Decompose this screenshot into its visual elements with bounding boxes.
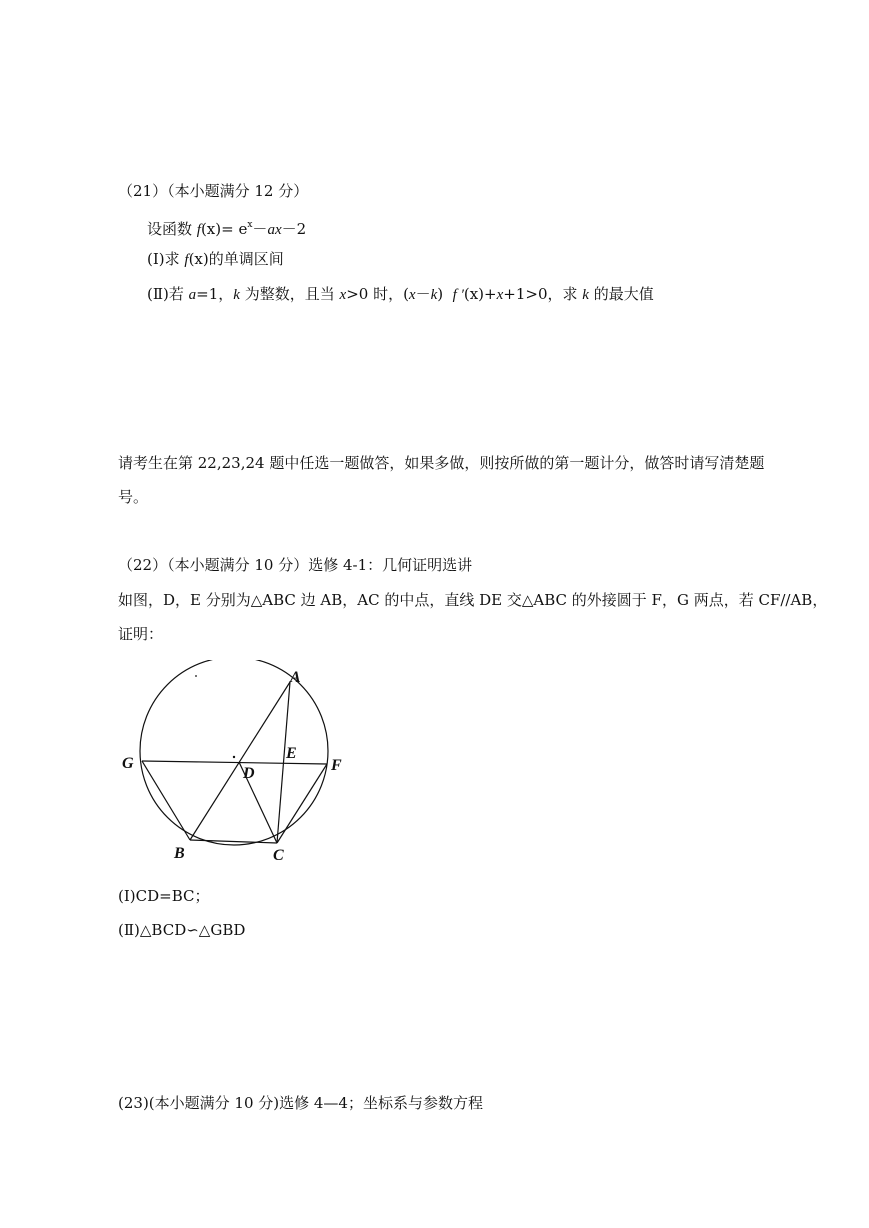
q21-function-definition: 设函数 $f(x)= e^x-ax-2$ [147,220,307,238]
q22-header: （22）（本小题满分 10 分）选修 4-1：几何证明选讲 [118,556,473,574]
q21-part2: (Ⅱ)若 a=1，k 为整数，且当 x>0 时，(x－k) f ′(x)+x+1>0，求 k 的最大值 [147,285,654,303]
q22-text-line-1: 如图，D，E 分别为△ABC 边 AB，AC 的中点，直线 DE 交△ABC 的外接圆于 F，G 两点，若 CF//AB， [118,591,828,609]
q21-part1: (Ⅰ)求 f(x)的单调区间 [147,250,284,268]
segment-AB [190,682,290,840]
label-G: G [122,755,134,772]
q22-text-line-2: 证明： [118,625,164,643]
label-C: C [273,847,284,864]
instruction-line-2: 号。 [118,488,149,506]
label-B: B [174,845,185,862]
segment-AC [277,682,290,843]
q21-header: （21）（本小题满分 12 分） [118,182,309,200]
geometry-diagram [110,660,370,870]
center-dot [233,756,235,758]
segment-CF [277,764,327,843]
instruction-line-1: 请考生在第 22,23,24 题中任选一题做答，如果多做，则按所做的第一题计分，做答时请写清楚题 [118,454,765,472]
stray-dot [195,675,197,677]
label-D: D [243,765,255,782]
segment-GB [142,761,190,840]
label-A: A [290,669,301,686]
q22-part2: (Ⅱ)△BCD∽△GBD [118,921,246,939]
q23-header: (23)(本小题满分 10 分)选修 4—4；坐标系与参数方程 [118,1094,483,1112]
label-F: F [331,757,342,774]
q22-part1: (Ⅰ)CD=BC； [118,887,210,905]
line-GF [142,761,327,764]
circumcircle [140,660,328,845]
label-E: E [286,745,297,762]
